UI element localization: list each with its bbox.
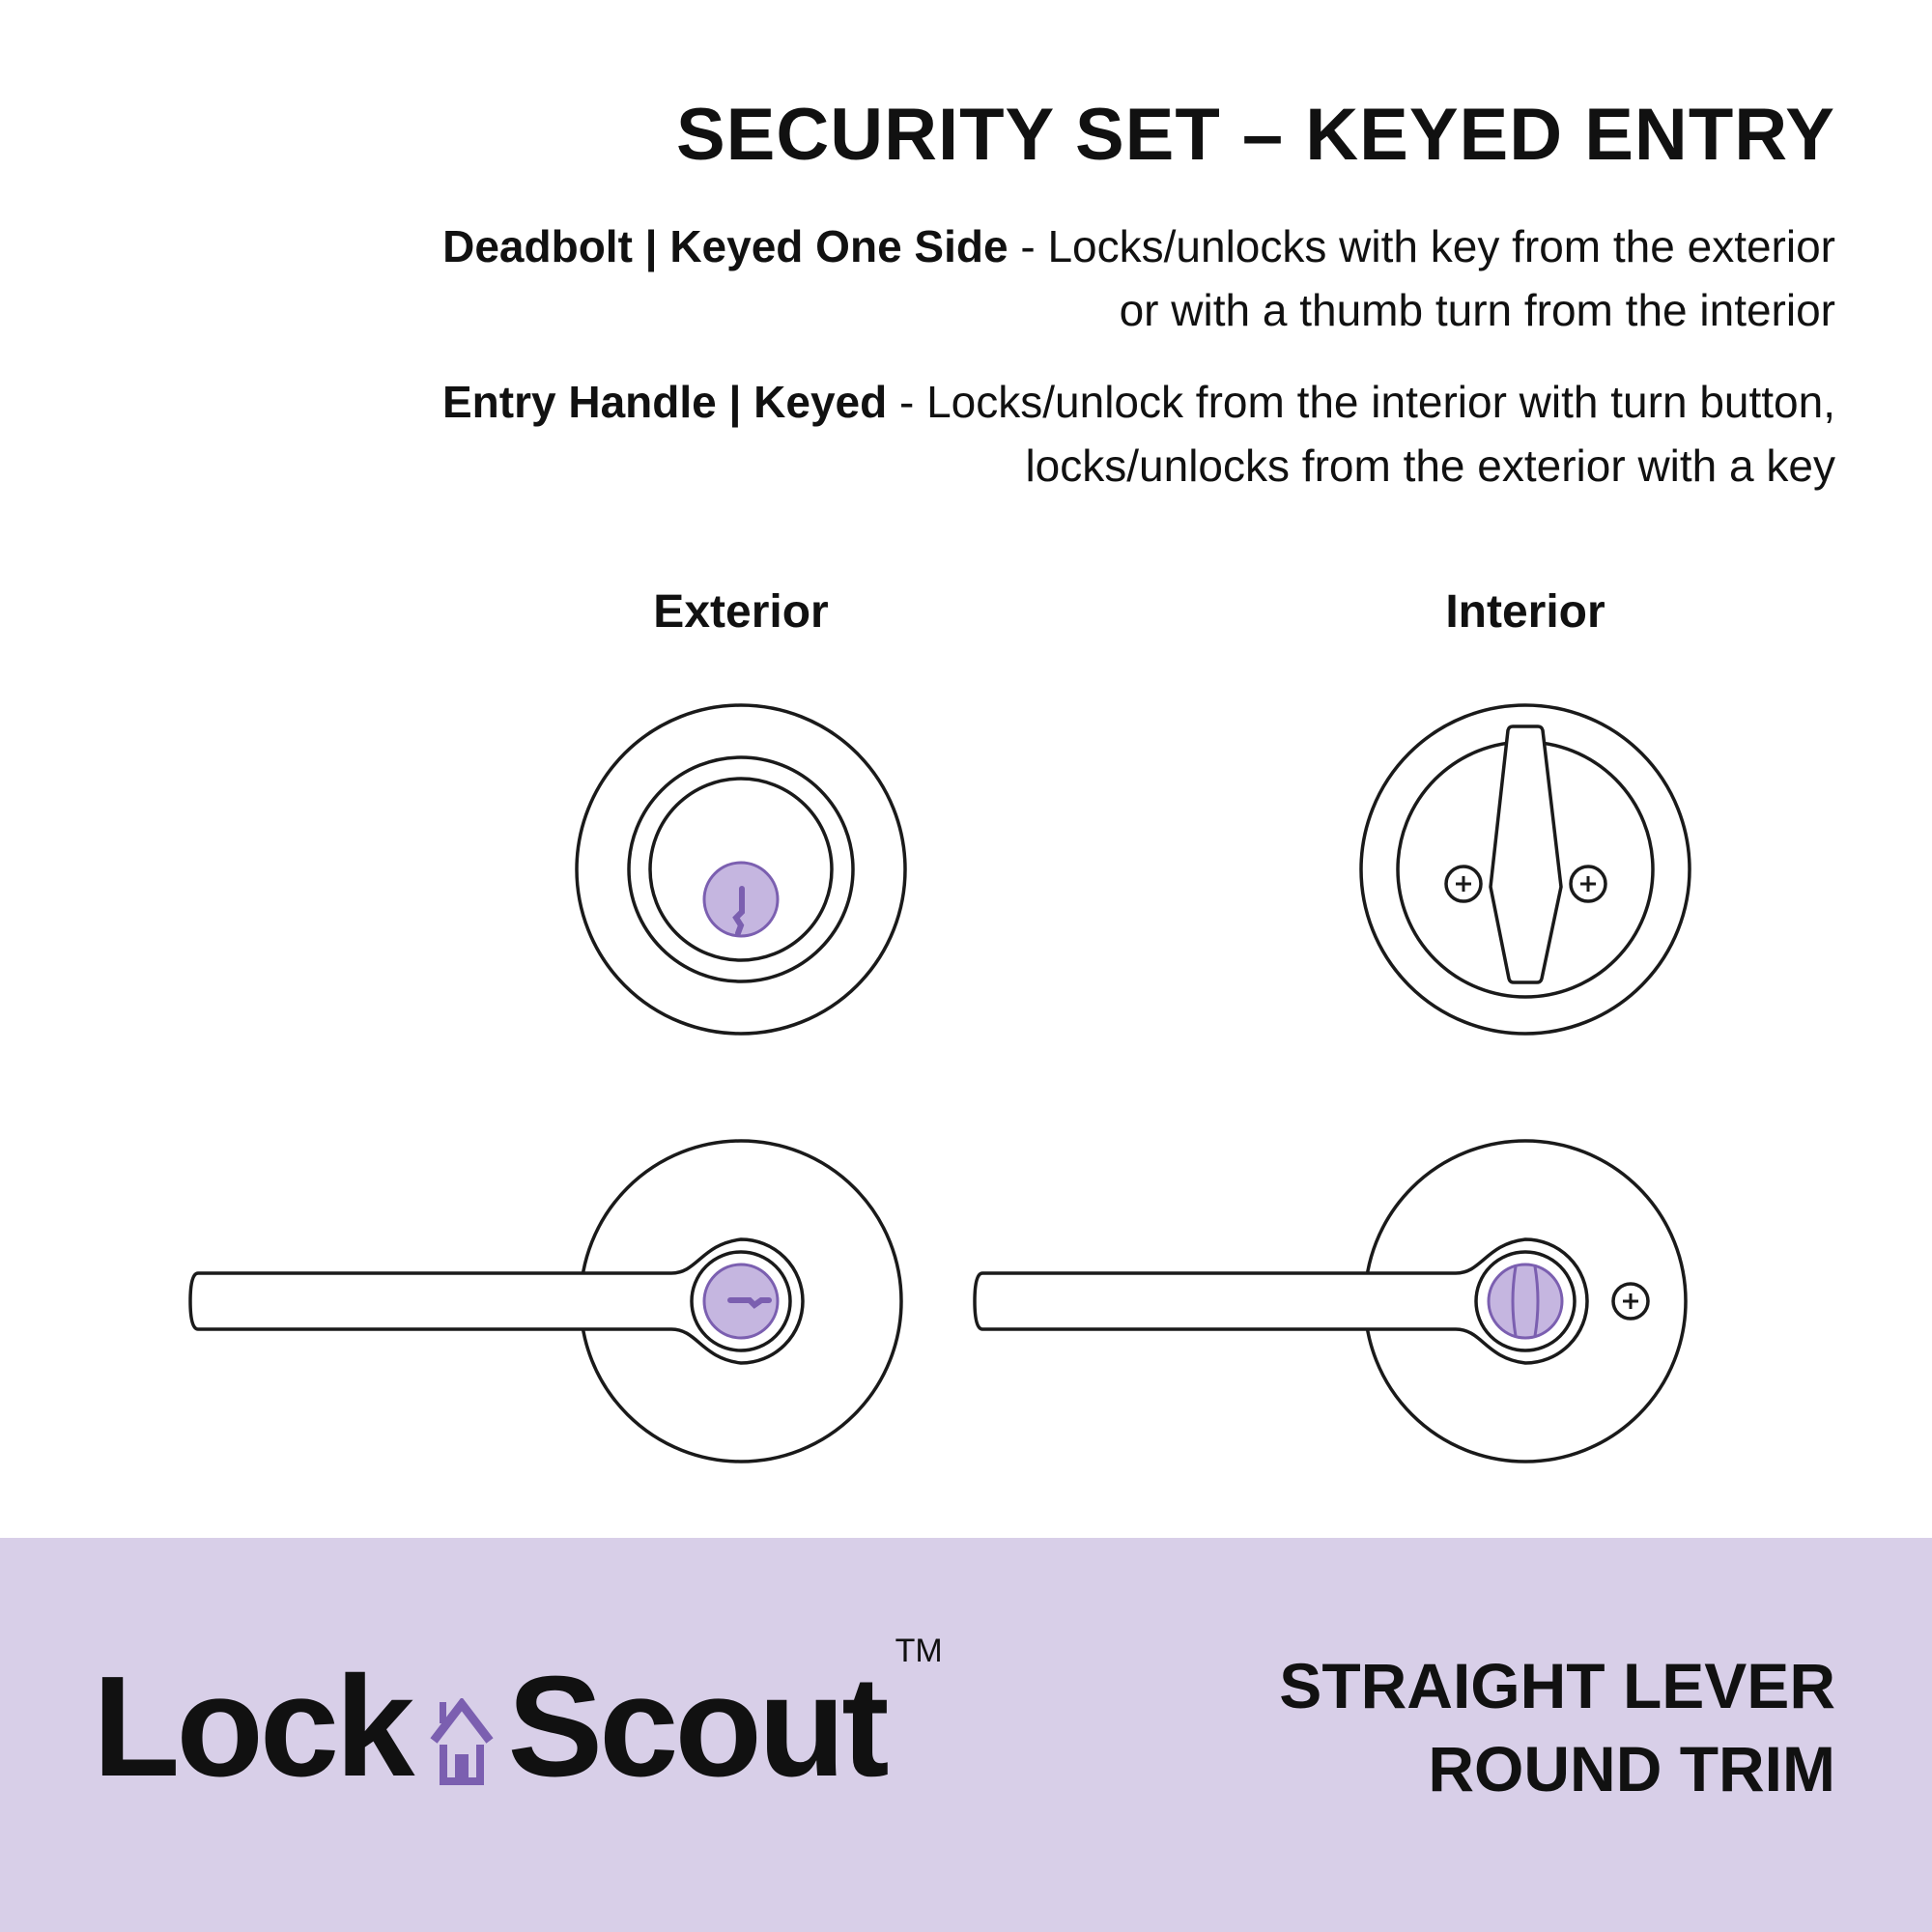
keyhole-icon [704,863,778,936]
turn-button-icon [1489,1264,1562,1338]
keyhole-icon [704,1264,778,1338]
product-style [1279,1644,1835,1810]
house-icon [430,1698,494,1785]
brand-logo [93,1633,943,1806]
deadbolt-desc-line2: or with a thumb turn from the interior [1119,285,1835,335]
logo-word-lock: Lock [93,1647,412,1806]
handle-type: Entry Handle | Keyed [441,377,888,427]
exterior-label: Exterior [653,586,829,638]
interior-lever-handle [975,1141,1686,1462]
page-title: SECURITY SET – KEYED ENTRY [675,94,1835,176]
exterior-lever-handle [190,1141,901,1462]
style-line1: STRAIGHT LEVER [1279,1650,1835,1721]
interior-deadbolt [1361,705,1690,1034]
logo-word-scout: Scout [507,1647,886,1806]
interior-label: Interior [1445,586,1605,638]
handle-desc-text: - Locks/unlock from the interior with turn button, [887,377,1835,427]
style-line2: ROUND TRIM [1428,1733,1835,1804]
handle-desc-line2: locks/unlocks from the exterior with a key [1025,440,1835,491]
deadbolt-desc-text: - Locks/unlocks with key from the exterior [1008,221,1835,271]
trademark: TM [895,1633,943,1669]
deadbolt-type: Deadbolt | Keyed One Side [442,221,1009,271]
exterior-deadbolt [577,705,905,1034]
